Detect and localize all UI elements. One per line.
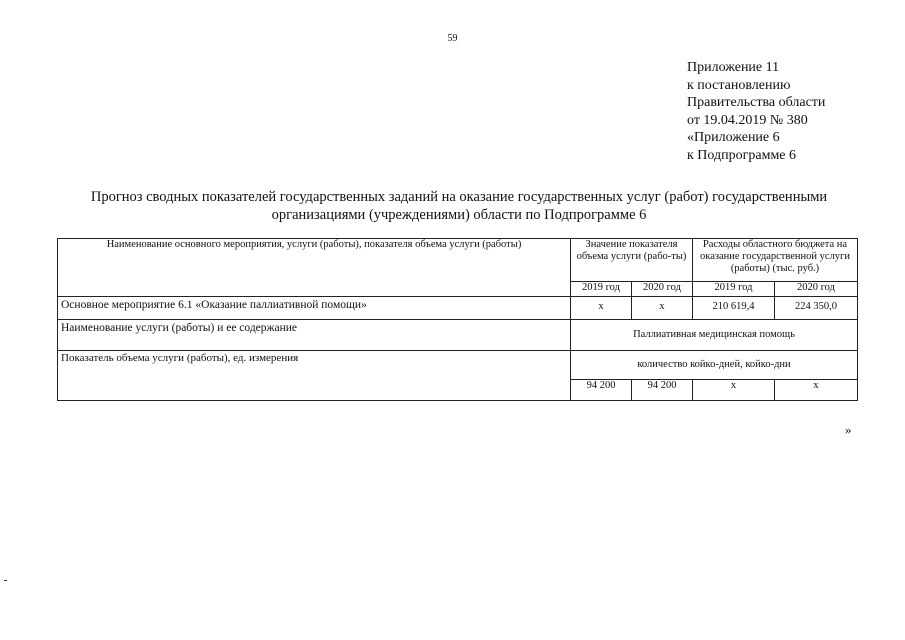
appendix-line: Правительства области — [687, 95, 826, 110]
table-row — [58, 320, 858, 351]
header-name-column: Наименование основного мероприятия, услуги (работы), показателя объема услуги (работы) — [58, 239, 571, 297]
closing-quote: » — [845, 422, 852, 437]
table-row — [58, 351, 858, 380]
appendix-line: от 19.04.2019 № 380 — [687, 112, 808, 128]
appendix-block — [687, 59, 825, 164]
indicator-unit: количество койко-дней, койко-дни — [571, 351, 858, 380]
header-year: 2020 год — [775, 282, 858, 297]
service-description: Паллиативная медицинская помощь — [571, 320, 858, 351]
row-service-name: Наименование услуги (работы) и ее содержание — [58, 320, 571, 351]
table-cell: 94 200 — [571, 380, 632, 401]
scan-edge-mark — [4, 580, 7, 581]
appendix-line: к Подпрограмме 6 — [687, 147, 797, 163]
page-number: 59 — [447, 33, 458, 44]
title-line-2: организациями (учреждениями) области по Подпрограмме 6 — [271, 207, 647, 223]
table-header-row — [58, 239, 858, 282]
table-cell: 224 350,0 — [775, 297, 858, 320]
appendix-line: «Приложение 6 — [687, 130, 780, 145]
appendix-line: Приложение 11 — [687, 60, 780, 75]
appendix-line: к постановлению — [687, 77, 791, 93]
table-cell: 210 619,4 — [693, 297, 775, 320]
title-line-1: Прогноз сводных показателей государственных заданий на оказание государственных услуг (работ) государственными — [90, 189, 828, 205]
row-indicator-name: Показатель объема услуги (работы), ед. измерения — [58, 351, 571, 401]
table-cell: 94 200 — [632, 380, 693, 401]
header-expense-group: Расходы областного бюджета на оказание государственной услуги (работы) (тыс. руб.) — [693, 239, 858, 282]
header-year: 2019 год — [693, 282, 775, 297]
header-year: 2020 год — [632, 282, 693, 297]
document-title — [40, 188, 878, 224]
table-cell: х — [632, 297, 693, 320]
table-cell: х — [693, 380, 775, 401]
row-main-name: Основное мероприятие 6.1 «Оказание паллиативной помощи» — [58, 297, 571, 320]
table-cell: х — [775, 380, 858, 401]
table-row — [58, 297, 858, 320]
header-year: 2019 год — [571, 282, 632, 297]
forecast-table — [57, 238, 858, 401]
header-indicator-group: Значение показателя объема услуги (рабо-ты) — [571, 239, 693, 282]
table-cell: х — [571, 297, 632, 320]
